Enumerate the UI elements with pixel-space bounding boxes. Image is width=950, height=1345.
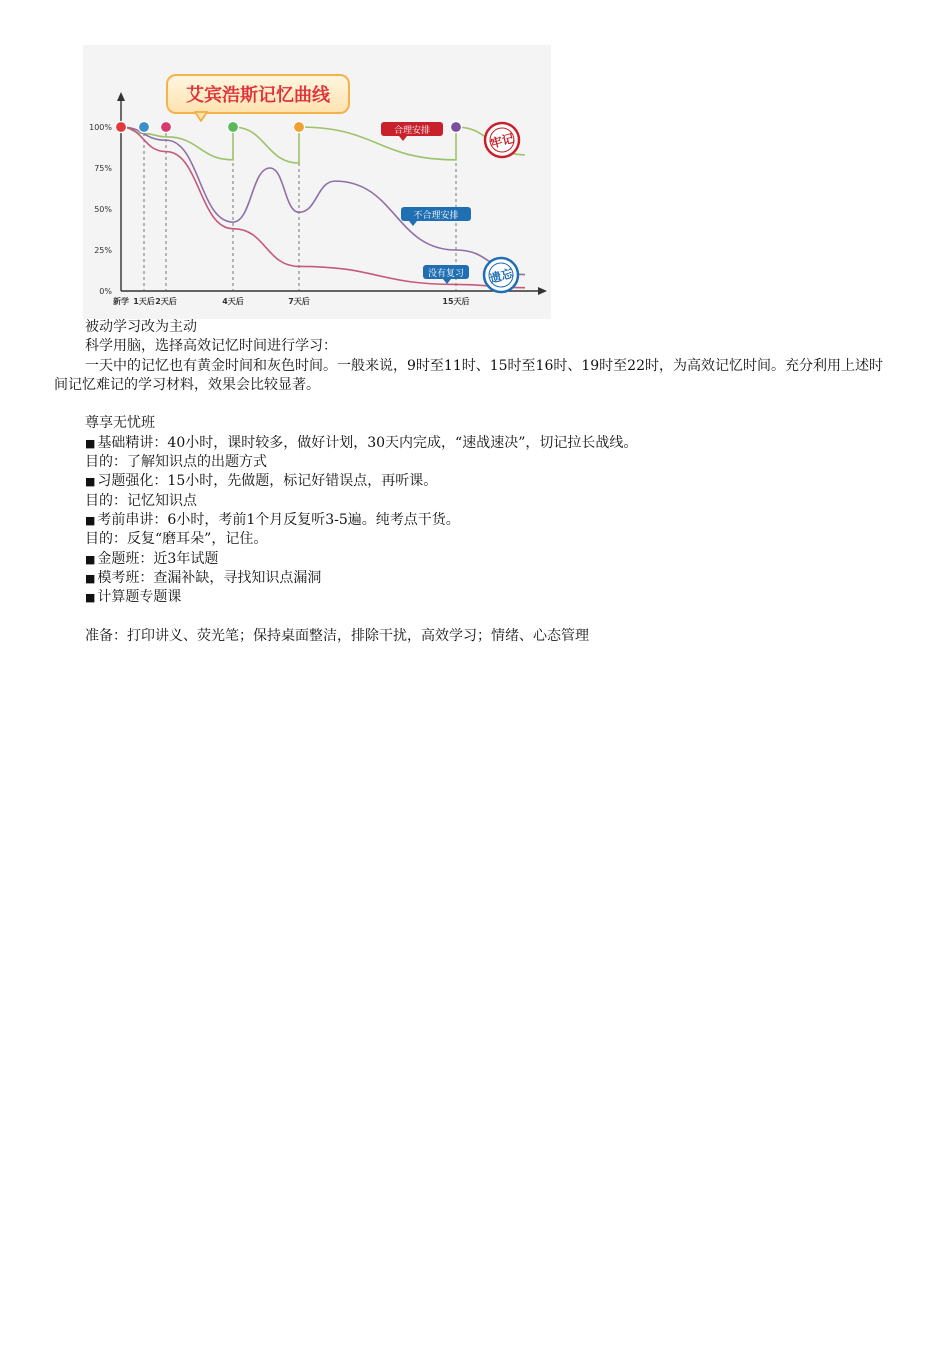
- label-unreasonable: 不合理安排: [413, 211, 459, 221]
- review-dot: [116, 122, 127, 133]
- document-body: [54, 318, 896, 646]
- tag-none: [423, 265, 469, 284]
- review-dot: [228, 122, 239, 133]
- x-tick-label: 新学: [113, 297, 129, 306]
- item-mock-exam: ■ 模考班：查漏补缺，寻找知识点漏洞: [54, 569, 896, 588]
- x-tick-label: 15天后: [442, 297, 470, 306]
- heading-active-learning: 被动学习改为主动: [85, 319, 197, 335]
- memory-curve-figure: [83, 45, 551, 319]
- stamp-forget: [484, 258, 518, 292]
- x-tick-label: 1天后: [133, 297, 155, 306]
- stamp-remember-text: 牢记: [488, 131, 516, 151]
- tag-reasonable: [381, 122, 443, 141]
- x-tick-label: 7天后: [288, 297, 310, 306]
- y-tick-label: 50%: [94, 205, 112, 214]
- item-review: ■ 考前串讲：6小时，考前1个月反复听3-5遍。纯考点干货。: [54, 511, 896, 530]
- heading-course-class: 尊享无忧班: [85, 415, 155, 432]
- y-tick-label: 25%: [94, 246, 112, 255]
- purpose-review: 目的：反复“磨耳朵”，记住。: [85, 531, 268, 548]
- purpose-exercise: 目的：记忆知识点: [85, 492, 197, 509]
- x-axis-ticks: [113, 296, 470, 306]
- chart-title-bubble: [167, 75, 349, 121]
- y-tick-label: 0%: [99, 287, 112, 296]
- purpose-basic: 目的：了解知识点的出题方式: [85, 454, 267, 471]
- label-no-review: 没有复习: [427, 269, 465, 279]
- text-efficient-time: 科学用脑，选择高效记忆时间进行学习：: [85, 338, 337, 355]
- stamp-forget-text: 遗忘: [487, 266, 515, 286]
- text-preparation: 准备：打印讲义、荧光笔；保持桌面整洁，排除干扰，高效学习；情绪、心态管理: [85, 627, 589, 644]
- review-dot: [161, 122, 172, 133]
- x-tick-label: 4天后: [222, 297, 244, 306]
- review-dot: [451, 122, 462, 133]
- chart-axes: [117, 92, 547, 295]
- stamp-remember: [485, 123, 519, 157]
- paragraph-golden-time: 一天中的记忆也有黄金时间和灰色时间。一般来说，9时至11时、15时至16时、19时至22时，为高效记忆时间。充分利用上述时间记忆难记的学习材料，效果会比较显著。: [54, 357, 883, 393]
- y-axis-ticks: [89, 123, 112, 296]
- review-dot: [139, 122, 150, 133]
- chart-title: 艾宾浩斯记忆曲线: [186, 85, 330, 106]
- memory-curve-chart: [83, 45, 551, 319]
- tag-unreasonable: [401, 207, 471, 226]
- item-basic-lecture: ■ 基础精讲：40小时，课时较多，做好计划，30天内完成，“速战速决”，切记拉长战线。: [54, 434, 896, 453]
- item-calculation: ■ 计算题专题课: [54, 588, 896, 607]
- y-tick-label: 75%: [94, 164, 112, 173]
- review-dot: [294, 122, 305, 133]
- label-reasonable: 合理安排: [393, 126, 431, 136]
- item-exercise: ■ 习题强化：15小时，先做题，标记好错误点，再听课。: [54, 472, 896, 491]
- series-line-unreasonable: [121, 127, 525, 275]
- item-past-papers: ■ 金题班：近3年试题: [54, 550, 896, 569]
- y-tick-label: 100%: [89, 123, 112, 132]
- x-tick-label: 2天后: [155, 297, 177, 306]
